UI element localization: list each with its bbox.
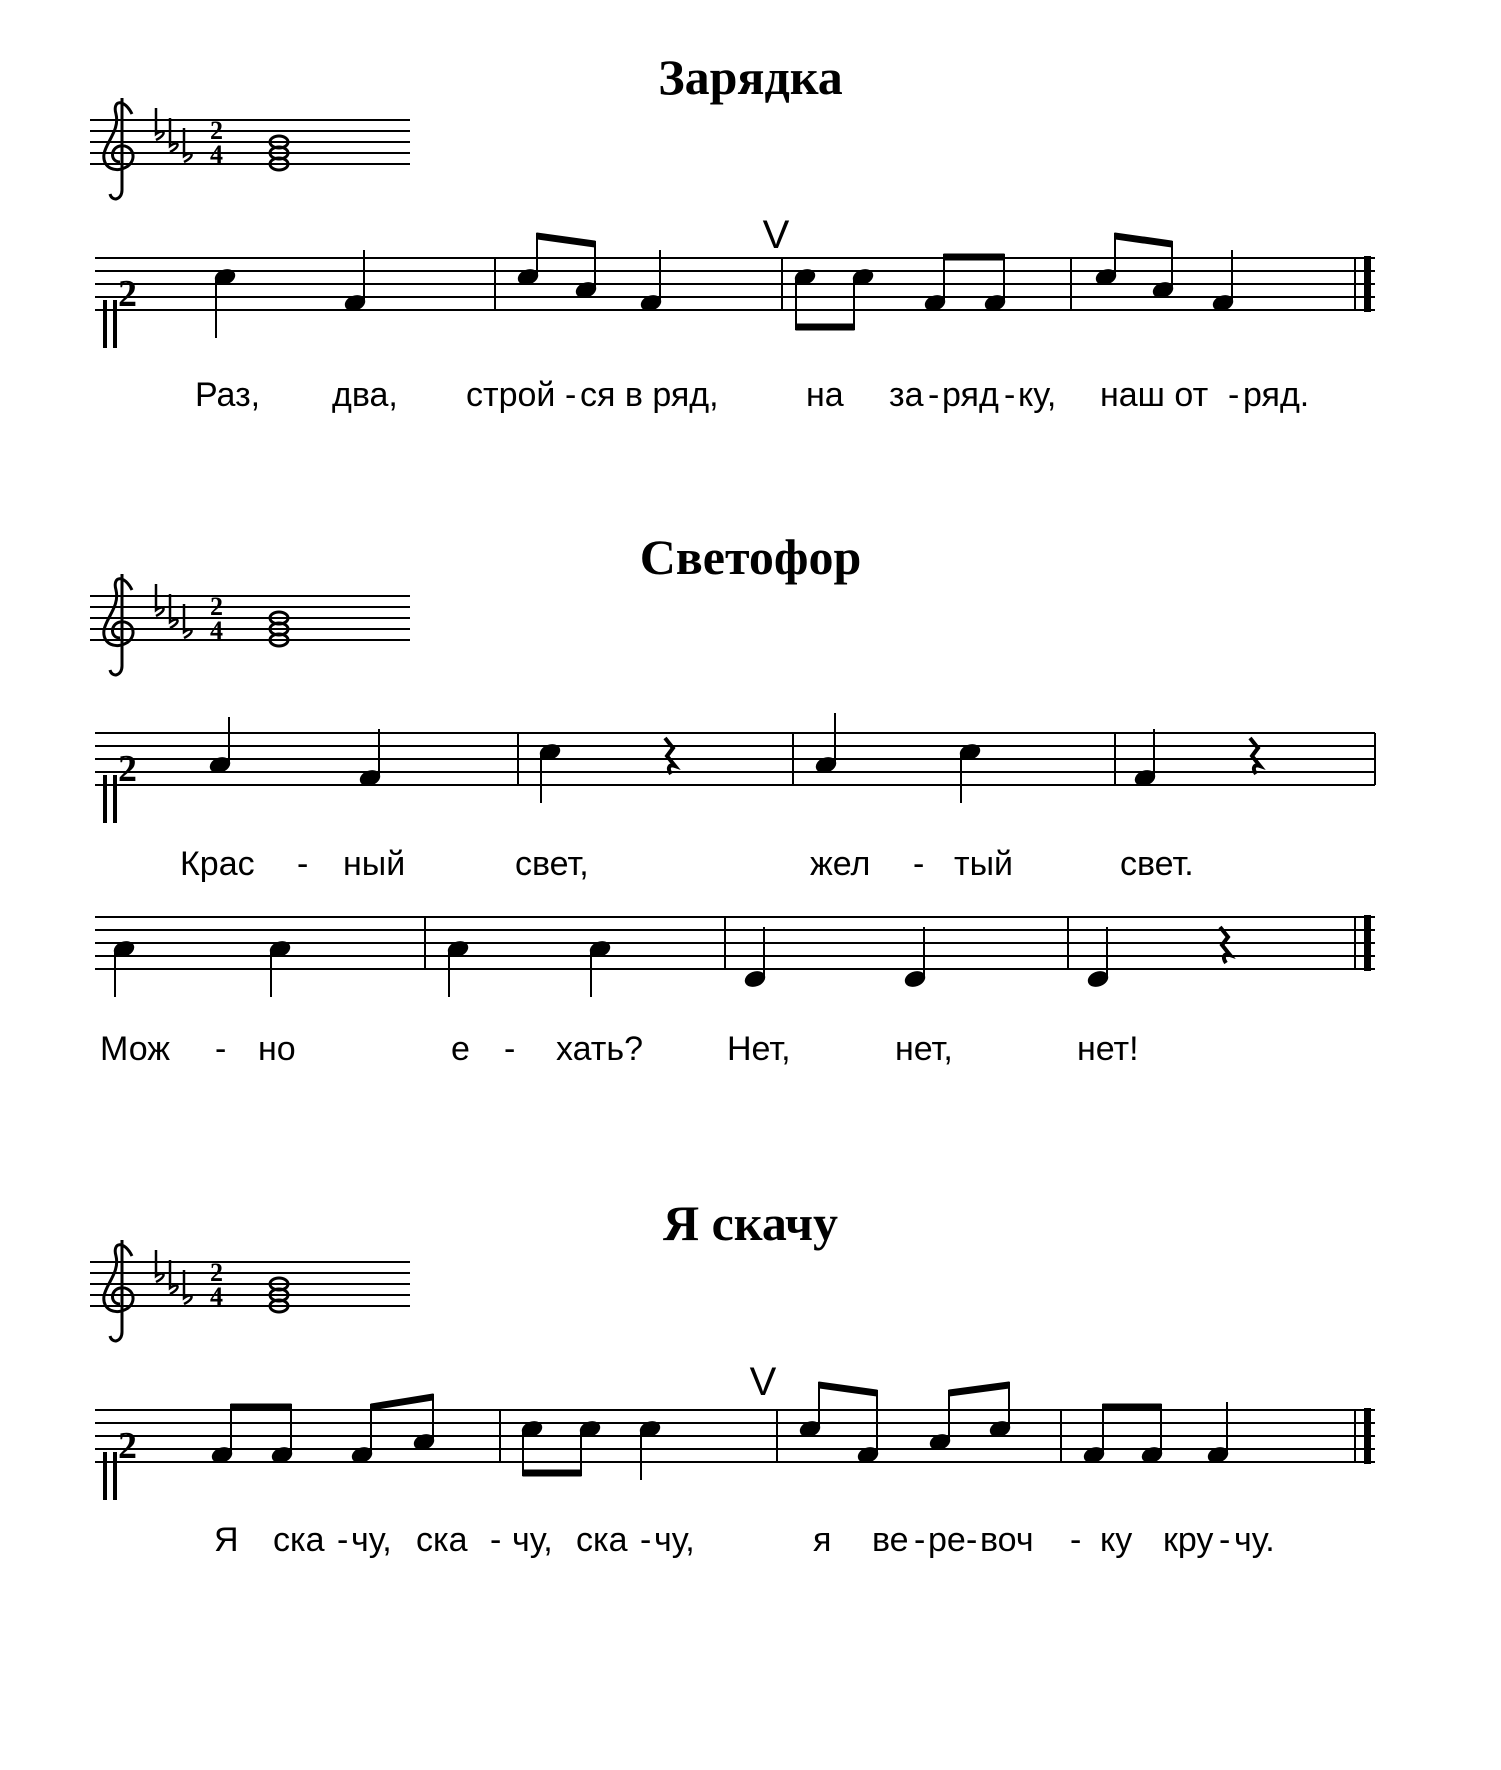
- syllable: Крас: [180, 845, 255, 883]
- syllable: Я: [214, 1521, 239, 1559]
- breath-mark: V: [762, 213, 790, 257]
- syllable: за: [889, 376, 924, 414]
- syllable: два,: [332, 376, 398, 414]
- syllable-hyphen: -: [1228, 376, 1240, 414]
- song-1-rhythm-staff: [95, 233, 1375, 348]
- syllable: нет!: [1077, 1030, 1139, 1068]
- syllable: ку: [1100, 1521, 1133, 1559]
- song-3-rhythm-staff: [95, 1382, 1375, 1500]
- syllable: на: [806, 376, 844, 414]
- syllable-hyphen: -: [490, 1521, 502, 1559]
- breath-mark: V: [749, 1360, 777, 1404]
- sheet-music: 2 4 2 V V: [0, 0, 1501, 1770]
- syllable: Нет,: [727, 1030, 791, 1068]
- syllable: я: [813, 1521, 832, 1559]
- syllable-hyphen: -: [337, 1521, 349, 1559]
- syllable-hyphen: -: [1004, 376, 1016, 414]
- syllable-hyphen: -: [297, 845, 309, 883]
- syllable: ска: [273, 1521, 325, 1559]
- syllable: ве: [872, 1521, 909, 1559]
- syllable-hyphen: -: [928, 376, 940, 414]
- syllable: наш от: [1100, 376, 1209, 414]
- syllable-hyphen: -: [1219, 1521, 1231, 1559]
- syllable: ряд.: [1243, 376, 1310, 414]
- song-title-zaryadka: Зарядка: [658, 49, 843, 105]
- syllable: чу,: [512, 1521, 553, 1559]
- syllable: чу,: [654, 1521, 695, 1559]
- syllable: ный: [343, 845, 406, 883]
- syllable-hyphen: -: [640, 1521, 652, 1559]
- syllable: ска: [416, 1521, 468, 1559]
- syllable-hyphen: -: [215, 1030, 227, 1068]
- syllable: ре: [928, 1521, 966, 1559]
- syllable-hyphen: -: [565, 376, 577, 414]
- syllable: кру: [1163, 1521, 1214, 1559]
- song-2-key-staff: [90, 574, 410, 675]
- syllable: строй: [466, 376, 556, 414]
- syllable: чу.: [1234, 1521, 1275, 1559]
- syllable: воч: [980, 1521, 1034, 1559]
- syllable-hyphen: -: [504, 1030, 516, 1068]
- syllable: ку,: [1018, 376, 1057, 414]
- syllable-hyphen: -: [966, 1521, 978, 1559]
- syllable: е: [451, 1030, 470, 1068]
- syllable: нет,: [895, 1030, 953, 1068]
- syllable: жел: [810, 845, 871, 883]
- syllable: ряд: [942, 376, 999, 414]
- song-2-rhythm-staff-1: [95, 713, 1375, 823]
- syllable: свет.: [1120, 845, 1194, 883]
- syllable: ся в ряд,: [580, 376, 719, 414]
- song-1-key-staff: [90, 98, 410, 199]
- syllable: хать?: [556, 1030, 643, 1068]
- syllable: чу,: [351, 1521, 392, 1559]
- song-title-svetofor: Светофор: [639, 529, 862, 585]
- song-3-key-staff: [90, 1240, 410, 1341]
- syllable: Мож: [100, 1030, 170, 1068]
- syllable-hyphen: -: [913, 845, 925, 883]
- song-2-rhythm-staff-2: [95, 915, 1375, 997]
- syllable: но: [258, 1030, 296, 1068]
- syllable: ска: [576, 1521, 628, 1559]
- syllable-hyphen: -: [914, 1521, 926, 1559]
- song-title-ya-skachu: Я скачу: [662, 1195, 839, 1251]
- syllable-hyphen: -: [1070, 1521, 1082, 1559]
- syllable: Раз,: [195, 376, 261, 414]
- syllable: свет,: [515, 845, 589, 883]
- syllable: тый: [954, 845, 1014, 883]
